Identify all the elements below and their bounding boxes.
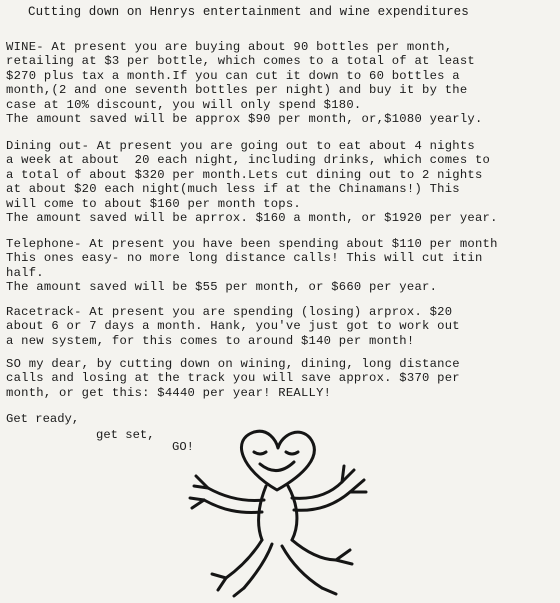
text-line: The amount saved will be $55 per month, or $660 per year. <box>6 280 438 295</box>
text-line: case at 10% discount, you will only spend $180. <box>6 97 362 112</box>
text-line: Racetrack- At present you are spending (losing) arprox. $20 <box>6 305 453 319</box>
text-line: a total of about $320 per month.Lets cut dining out to 2 nights <box>6 167 483 182</box>
text-line: about 6 or 7 days a month. Hank, you've just got to work out <box>6 319 460 334</box>
paragraph-dining <box>6 139 498 225</box>
text-line: The amount saved will be approx $90 per month, or,$1080 yearly. <box>6 112 483 127</box>
text-line: month, or get this: $4440 per year! REALLY! <box>6 385 332 400</box>
paragraph-racetrack <box>6 305 460 348</box>
page-title: Cutting down on Henrys entertainment and wine expenditures <box>28 5 469 19</box>
closing-line-go: GO! <box>172 440 194 454</box>
text-line: month,(2 and one seventh bottles per night) and buy it by the <box>6 83 468 98</box>
text-line: WINE- At present you are buying about 90 bottles per month, <box>6 40 453 54</box>
paragraph-wine <box>6 40 483 126</box>
text-line: calls and losing at the track you will save approx. $370 per <box>6 371 460 386</box>
text-line: Telephone- At present you have been spending about $110 per month <box>6 237 498 251</box>
closing-line-ready: Get ready, <box>6 412 80 426</box>
text-line: a new system, for this comes to around $140 per month! <box>6 333 415 348</box>
paragraph-telephone <box>6 237 498 295</box>
text-line: $270 plus tax a month.If you can cut it down to 60 bottles a <box>6 68 460 83</box>
text-line: Dining out- At present you are going out to eat about 4 nights <box>6 139 475 153</box>
text-line: at about $20 each night(much less if at the Chinamans!) This <box>6 182 460 197</box>
text-line: This ones easy- no more long distance calls! This will cut itin <box>6 251 483 266</box>
text-line: retailing at $3 per bottle, which comes to a total of at least <box>6 54 475 69</box>
heart-headed-stick-figure-icon <box>182 428 372 598</box>
closing-line-set: get set, <box>96 428 155 442</box>
text-line: a week at about 20 each night, including drinks, which comes to <box>6 153 491 168</box>
paragraph-summary <box>6 357 460 400</box>
text-line: will come to about $160 per month tops. <box>6 196 301 211</box>
text-line: SO my dear, by cutting down on wining, dining, long distance <box>6 357 460 371</box>
text-line: half. <box>6 265 44 280</box>
text-line: The amount saved will be aprrox. $160 a month, or $1920 per year. <box>6 211 498 226</box>
